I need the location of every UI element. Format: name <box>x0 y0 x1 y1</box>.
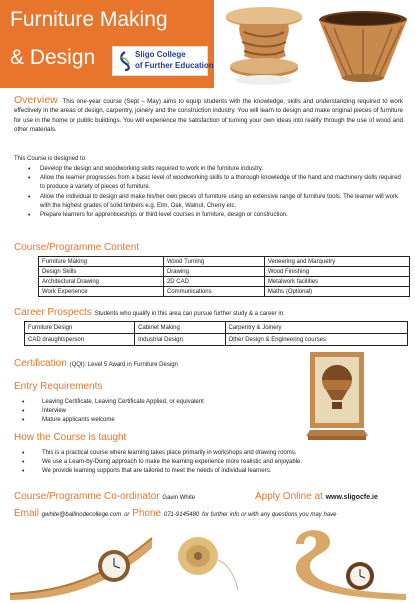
table-cell: Carpentry & Joinery <box>225 322 407 334</box>
list-item: • Allow the individual to design and make his/her own pieces of furniture using an extensive range of furniture tools. The learner will work with the highest grades of solid timbers e.g. Elm, Oak, Walnut, Cherry etc. <box>20 193 406 211</box>
email-link[interactable]: gwhite@ballinodecollege.com <box>41 512 122 518</box>
table-row <box>25 334 408 346</box>
table-cell: Furniture Design <box>25 322 135 334</box>
college-logo-mark <box>117 51 133 71</box>
table-cell: Maths (Optional) <box>264 287 409 297</box>
certification-text: (QQI): Level 5 Award in Furniture Design <box>69 362 178 368</box>
table-row <box>39 257 410 267</box>
table-row <box>39 287 410 297</box>
table-cell: Metalwork facilities <box>264 277 409 287</box>
table-row <box>39 267 410 277</box>
careers-table <box>24 321 408 346</box>
title-line-2: & Design <box>10 46 96 69</box>
taught-bullets <box>14 449 406 477</box>
table-cell: CAD draughtsperson <box>25 334 135 346</box>
title-line-1: Furniture Making <box>10 8 168 31</box>
phone-tail: for further info or with any questions you may have <box>202 512 337 518</box>
overview-paragraph <box>14 96 403 135</box>
list-item: • We provide learning supports that are tailored to meet the needs of individual learners. <box>14 467 406 476</box>
overview-heading: Overview <box>14 94 58 106</box>
email-phone-line <box>14 508 336 519</box>
certification-line <box>14 358 178 369</box>
overview-bullets <box>20 165 406 220</box>
list-item: • Leaving Certificate, Leaving Certificate Applied, or equivalent <box>14 398 294 407</box>
yoyo-photo <box>174 534 246 600</box>
coordinator-line <box>14 491 195 502</box>
table-cell: Industrial Design <box>135 334 225 346</box>
table-cell: 2D CAD <box>163 277 264 287</box>
overview-intro: This Course is designed to <box>14 156 86 162</box>
list-item: • Prepare learners for apprenticeships or third level courses in furniture, design or construction. <box>20 211 406 220</box>
table-cell: Wood Finishing <box>264 267 409 277</box>
balloon-clock-photo <box>306 350 368 442</box>
table-cell: Other Design & Engineering courses <box>225 334 407 346</box>
apply-line <box>255 491 378 502</box>
scroll-clock-photo <box>290 524 412 600</box>
or-text: or <box>124 512 130 518</box>
title-banner <box>0 0 214 88</box>
table-cell: Veneering and Marquetry <box>264 257 409 267</box>
apply-heading: Apply Online at <box>255 491 323 502</box>
table-row <box>25 322 408 334</box>
overview-text: This one-year course (Sept – May) aims to equip students with the knowledge, skills and understanding required to work effectively in the areas of design, carpentry, joinery and the construction industry. You will learn to design and make original pieces of furniture for use in the home or public buildings. You will experience the satisfaction of turning your own ideas into reality through the use of wood and other materials. <box>14 98 403 134</box>
coordinator-heading: Course/Programme Co-ordinator <box>14 491 160 502</box>
phone-label: Phone <box>132 508 162 519</box>
table-cell: Wood Turning <box>163 257 264 267</box>
list-item: • We use a Learn-by-Doing approach to make the learning experience more realistic and enjoyable. <box>14 458 406 467</box>
logo-line-2: of Further Education <box>135 61 214 70</box>
list-item: • Allow the learner progresses from a basic level of woodworking skills to a thorough knowledge of the hand and machinery skills required to produce a variety of pieces of furniture. <box>20 174 406 192</box>
taught-heading: How the Course is taught <box>14 432 127 443</box>
table-cell: Cabinet Making <box>135 322 225 334</box>
entry-bullets <box>14 398 294 426</box>
table-cell: Drawing <box>163 267 264 277</box>
careers-heading-line <box>14 307 285 318</box>
list-item: • Mature applicants welcome <box>14 416 294 425</box>
table-cell: Work Experience <box>39 287 164 297</box>
table-row <box>39 277 410 287</box>
careers-heading: Career Prospects <box>14 307 92 318</box>
table-cell: Architectural Drawing <box>39 277 164 287</box>
list-item: • This is a practical course where learning takes place primarily in workshops and drawing rooms. <box>14 449 406 458</box>
coordinator-name: Gavin White <box>162 495 196 501</box>
list-item: • Interview <box>14 407 294 416</box>
email-label: Email <box>14 508 40 519</box>
table-cell: Furniture Making <box>39 257 164 267</box>
list-item: • Develop the design and woodworking skills required to work in the furniture industry. <box>20 165 406 174</box>
logo-line-1: Sligo College <box>135 50 186 59</box>
content-heading: Course/Programme Content <box>14 242 140 253</box>
entry-heading: Entry Requirements <box>14 381 103 392</box>
certification-heading: Certification <box>14 358 67 369</box>
college-logo <box>112 46 214 76</box>
table-cell: Design Skills <box>39 267 164 277</box>
table-cell: Communications <box>163 287 264 297</box>
careers-text: Students who qualify in this area can pursue further study & a career in: <box>94 311 285 317</box>
turned-bowl-photo <box>314 8 412 88</box>
curved-clock-photo <box>6 528 156 600</box>
spiral-stool-photo <box>218 4 310 90</box>
apply-link[interactable]: www.sligocfe.ie <box>325 494 378 501</box>
phone-number: 071-9145480 <box>163 512 200 518</box>
content-table <box>38 256 410 297</box>
